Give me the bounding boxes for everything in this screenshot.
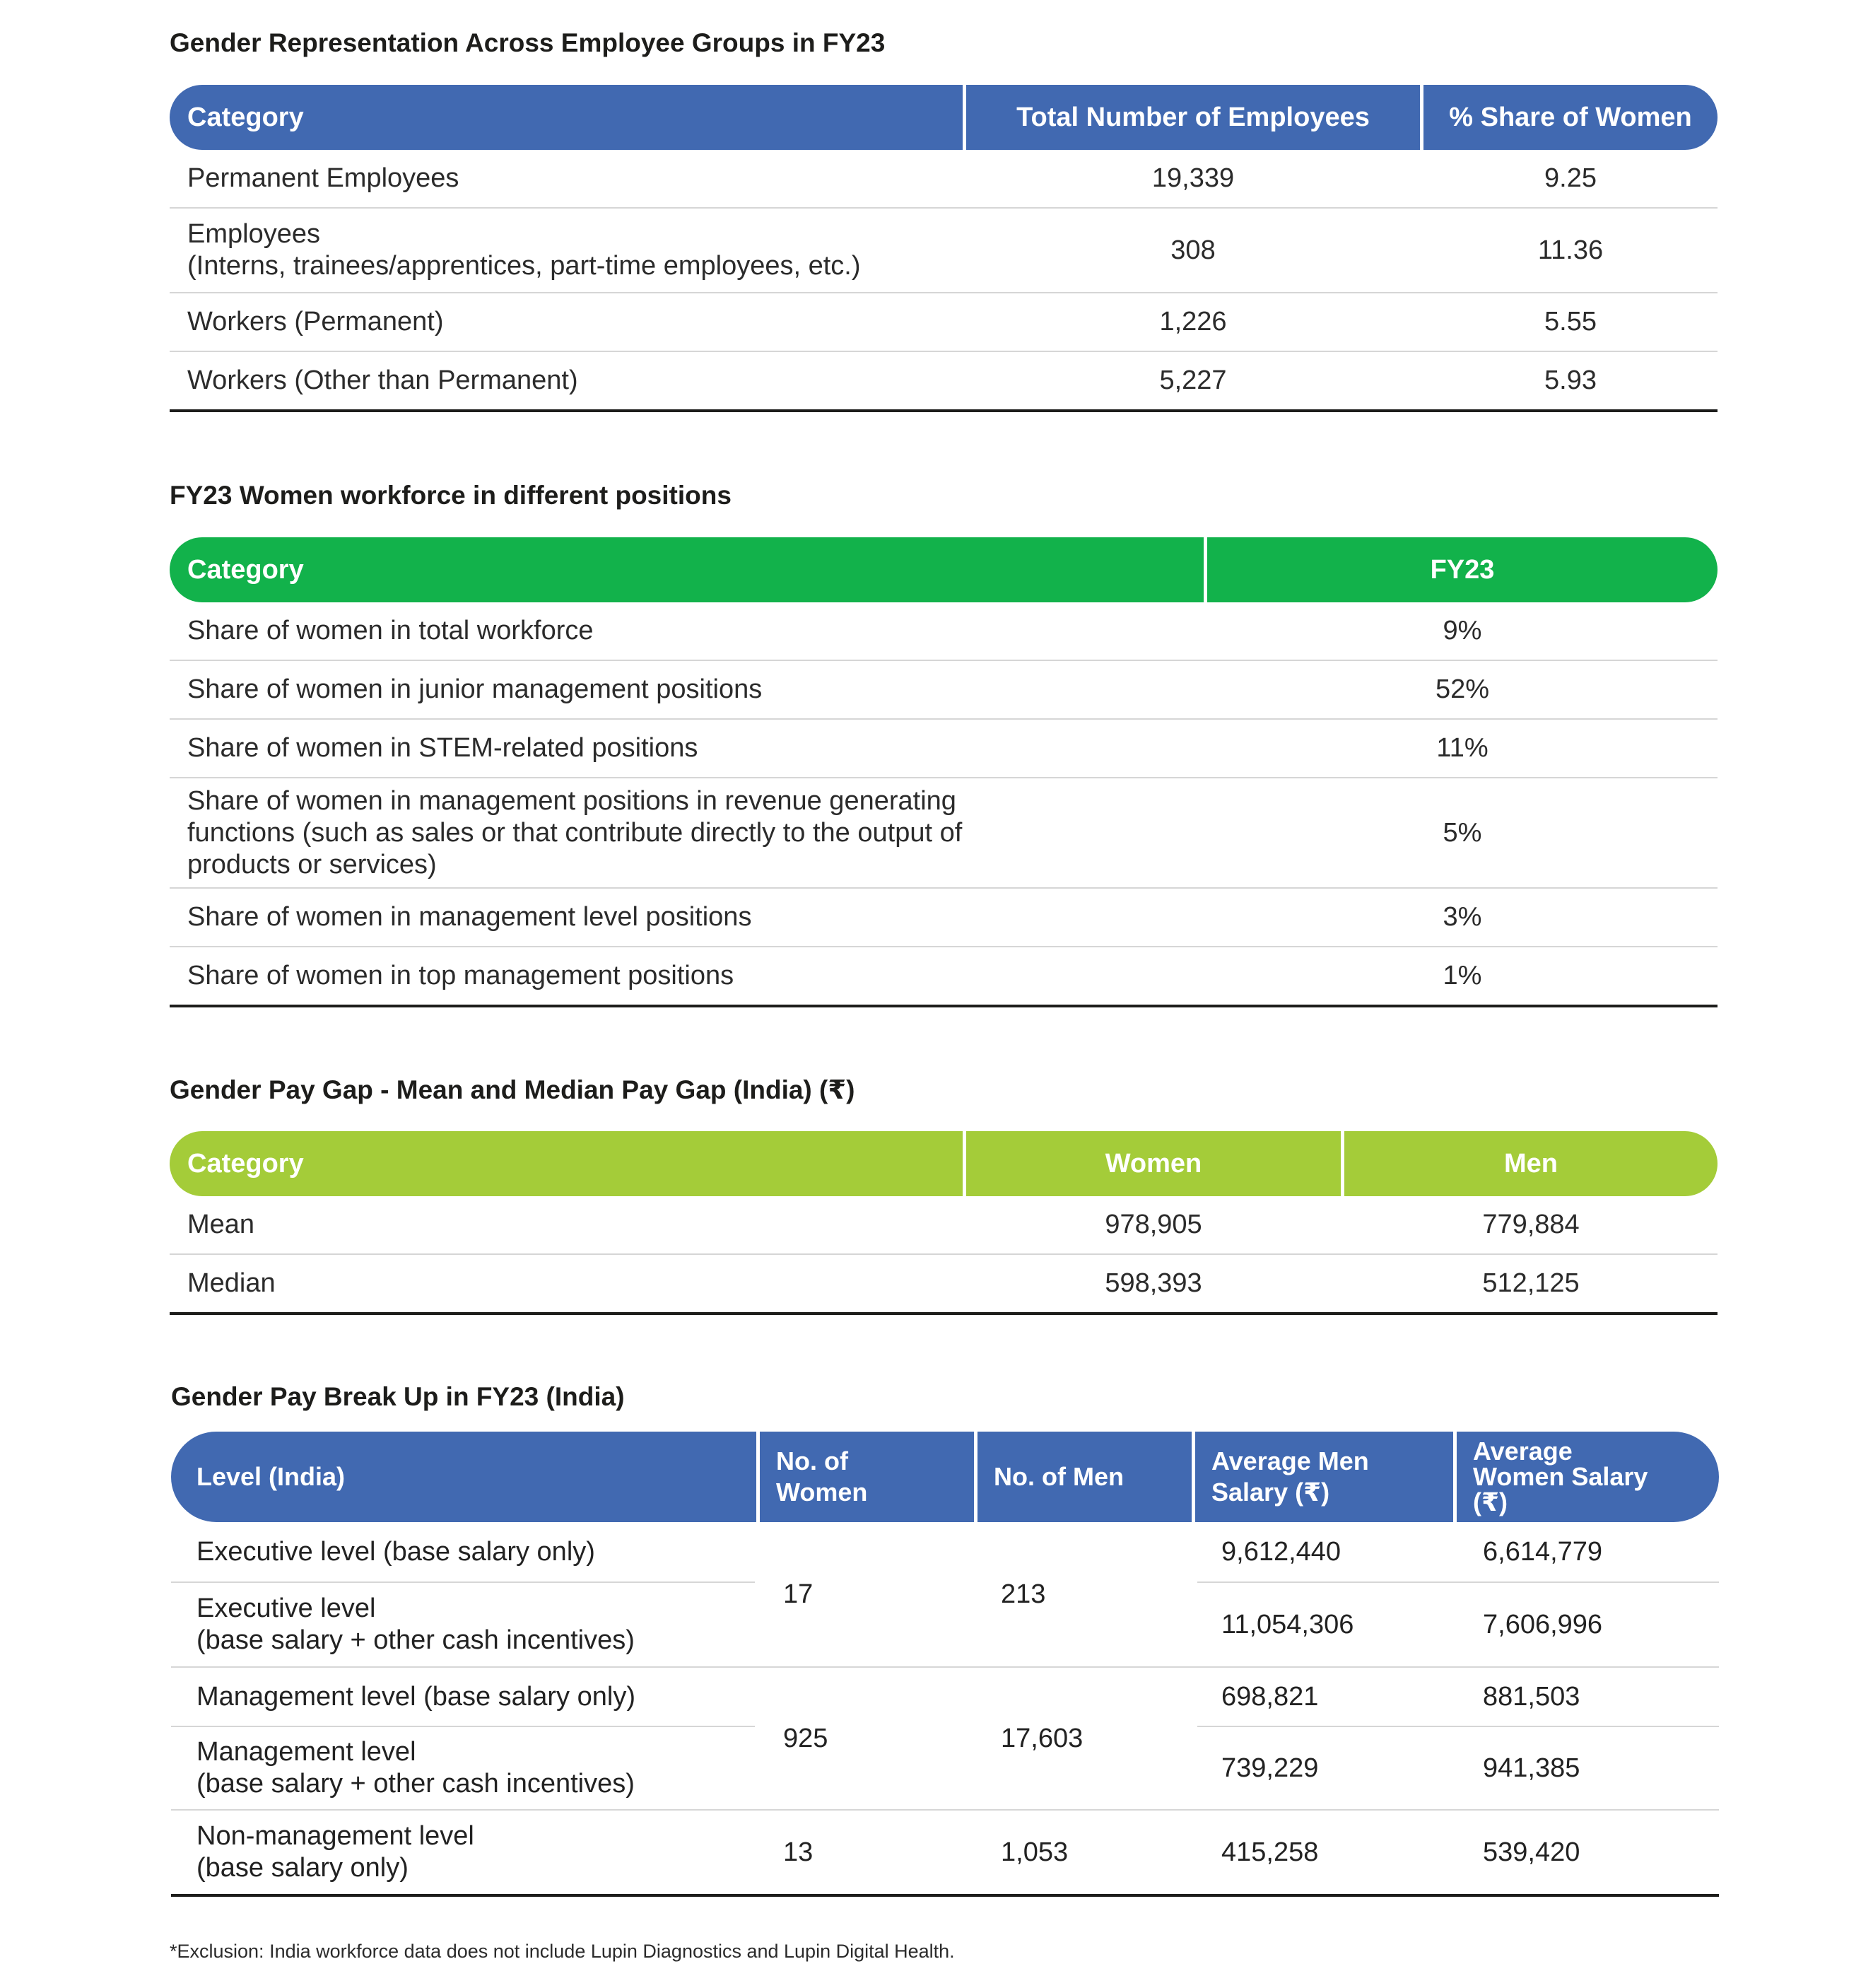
row-category-line1: Employees — [187, 219, 320, 249]
table-row — [170, 1196, 1718, 1255]
no-men-cell: 213 — [1001, 1579, 1046, 1609]
header-no-men: No. of Men — [994, 1462, 1124, 1491]
avg-women-cell: 539,420 — [1483, 1837, 1580, 1867]
row-category: Workers (Other than Permanent) — [187, 366, 578, 395]
table3-title: Gender Pay Gap - Mean and Median Pay Gap (India) (₹) — [170, 1075, 855, 1104]
row-men: 779,884 — [1482, 1210, 1580, 1239]
row-value: 5% — [1443, 817, 1482, 848]
level-line2: (base salary + other cash incentives) — [196, 1625, 635, 1655]
header-level: Level (India) — [196, 1462, 346, 1491]
table4-title: Gender Pay Break Up in FY23 (India) — [171, 1382, 625, 1411]
row-women: 978,905 — [1105, 1210, 1202, 1239]
row-category: Workers (Permanent) — [187, 307, 444, 337]
row-value: 11% — [1436, 733, 1489, 763]
row-total: 308 — [1170, 235, 1216, 265]
row-value: 3% — [1443, 902, 1482, 932]
table3-header — [170, 1131, 1718, 1196]
table-row — [170, 720, 1718, 778]
header-avg-women — [1473, 1432, 1648, 1522]
row-value: 52% — [1435, 674, 1490, 704]
header-category: Category — [187, 102, 304, 132]
row-share: 5.93 — [1544, 366, 1597, 395]
header-avg-men-line1: Average Men — [1211, 1446, 1369, 1475]
footnote: *Exclusion: India workforce data does not include Lupin Diagnostics and Lupin Digital Health. — [170, 1941, 955, 1962]
level-line1: Non-management level — [196, 1821, 474, 1851]
table-row — [170, 352, 1718, 412]
table1-title: Gender Representation Across Employee Groups in FY23 — [170, 28, 886, 57]
avg-women-cell: 881,503 — [1483, 1681, 1580, 1712]
row-category: Share of women in management level positions — [187, 902, 752, 932]
avg-women-cell: 7,606,996 — [1483, 1609, 1603, 1639]
row-category: Share of women in junior management positions — [187, 674, 763, 704]
table-row — [170, 661, 1718, 720]
avg-men-cell: 11,054,306 — [1221, 1609, 1354, 1639]
table4-header — [171, 1432, 1719, 1522]
header-no-women-line1: No. of — [776, 1446, 848, 1475]
header-share-women: % Share of Women — [1449, 102, 1692, 132]
row-category — [187, 209, 861, 292]
avg-men-cell: 9,612,440 — [1221, 1536, 1341, 1567]
women-positions-table — [170, 537, 1718, 1007]
row-category: Share of women in STEM-related positions — [187, 733, 698, 763]
avg-women-cell: 941,385 — [1483, 1753, 1580, 1783]
row-share: 5.55 — [1544, 307, 1597, 337]
header-avg-men — [1211, 1432, 1369, 1522]
pay-gap-table — [170, 1131, 1718, 1315]
header-avg-women-line3: (₹) — [1473, 1487, 1508, 1516]
row-category: Median — [187, 1268, 276, 1298]
row-women: 598,393 — [1105, 1268, 1202, 1298]
header-men: Men — [1504, 1148, 1558, 1179]
row-category-line2: (Interns, trainees/apprentices, part-time employees, etc.) — [187, 251, 861, 281]
row-total: 1,226 — [1159, 307, 1227, 337]
row-category-line1: Share of women in management positions in revenue generating — [187, 785, 956, 816]
header-total-employees: Total Number of Employees — [1016, 102, 1370, 132]
table-row — [170, 1255, 1718, 1315]
table-row — [170, 778, 1718, 889]
header-category: Category — [187, 1148, 304, 1179]
row-category: Mean — [187, 1210, 255, 1239]
row-category-line2: functions (such as sales or that contribute directly to the output of — [187, 817, 963, 848]
table-row — [170, 209, 1718, 293]
row-total: 5,227 — [1159, 366, 1227, 395]
avg-men-cell: 739,229 — [1221, 1753, 1319, 1783]
level-cell — [196, 1583, 635, 1666]
table1-header — [170, 85, 1718, 150]
level-cell — [196, 1727, 635, 1809]
row-category-line3: products or services) — [187, 849, 437, 879]
level-line1: Executive level — [196, 1594, 376, 1623]
header-avg-women-line2: Women Salary — [1473, 1462, 1648, 1491]
table-row — [170, 602, 1718, 661]
avg-women-cell: 6,614,779 — [1483, 1536, 1603, 1567]
table-row — [170, 293, 1718, 352]
avg-men-cell: 415,258 — [1221, 1837, 1319, 1867]
level-line2: (base salary + other cash incentives) — [196, 1769, 635, 1799]
level-cell: Executive level (base salary only) — [196, 1536, 595, 1567]
table-row — [170, 150, 1718, 209]
header-category: Category — [187, 554, 304, 585]
header-women: Women — [1105, 1148, 1202, 1179]
table2-title: FY23 Women workforce in different positions — [170, 481, 732, 510]
level-cell — [196, 1811, 474, 1894]
header-no-women — [776, 1432, 867, 1522]
no-men-cell: 17,603 — [1001, 1723, 1084, 1753]
avg-men-cell: 698,821 — [1221, 1681, 1319, 1712]
level-cell: Management level (base salary only) — [196, 1681, 635, 1712]
row-category — [187, 778, 962, 887]
row-total: 19,339 — [1151, 163, 1235, 193]
employee-groups-table — [170, 85, 1718, 412]
row-men: 512,125 — [1482, 1268, 1580, 1298]
no-women-cell: 17 — [783, 1579, 814, 1609]
row-value: 1% — [1443, 961, 1482, 990]
no-women-cell: 13 — [783, 1837, 814, 1867]
table-row — [170, 947, 1718, 1007]
header-no-women-line2: Women — [776, 1478, 868, 1507]
table2-header — [170, 537, 1718, 602]
header-avg-men-line2: Salary (₹) — [1211, 1478, 1330, 1507]
row-category: Share of women in top management positions — [187, 961, 734, 990]
pay-breakup-table — [171, 1432, 1719, 1897]
no-women-cell: 925 — [783, 1723, 828, 1753]
header-fy23: FY23 — [1430, 554, 1495, 585]
row-share: 11.36 — [1537, 235, 1604, 265]
row-category: Permanent Employees — [187, 163, 459, 193]
row-share: 9.25 — [1544, 163, 1597, 193]
row-value: 9% — [1443, 616, 1482, 645]
no-men-cell: 1,053 — [1001, 1837, 1069, 1867]
level-line1: Management level — [196, 1737, 416, 1767]
row-category: Share of women in total workforce — [187, 616, 594, 645]
level-line2: (base salary only) — [196, 1853, 409, 1883]
header-avg-women-line1: Average — [1473, 1437, 1573, 1466]
table-row — [170, 889, 1718, 947]
